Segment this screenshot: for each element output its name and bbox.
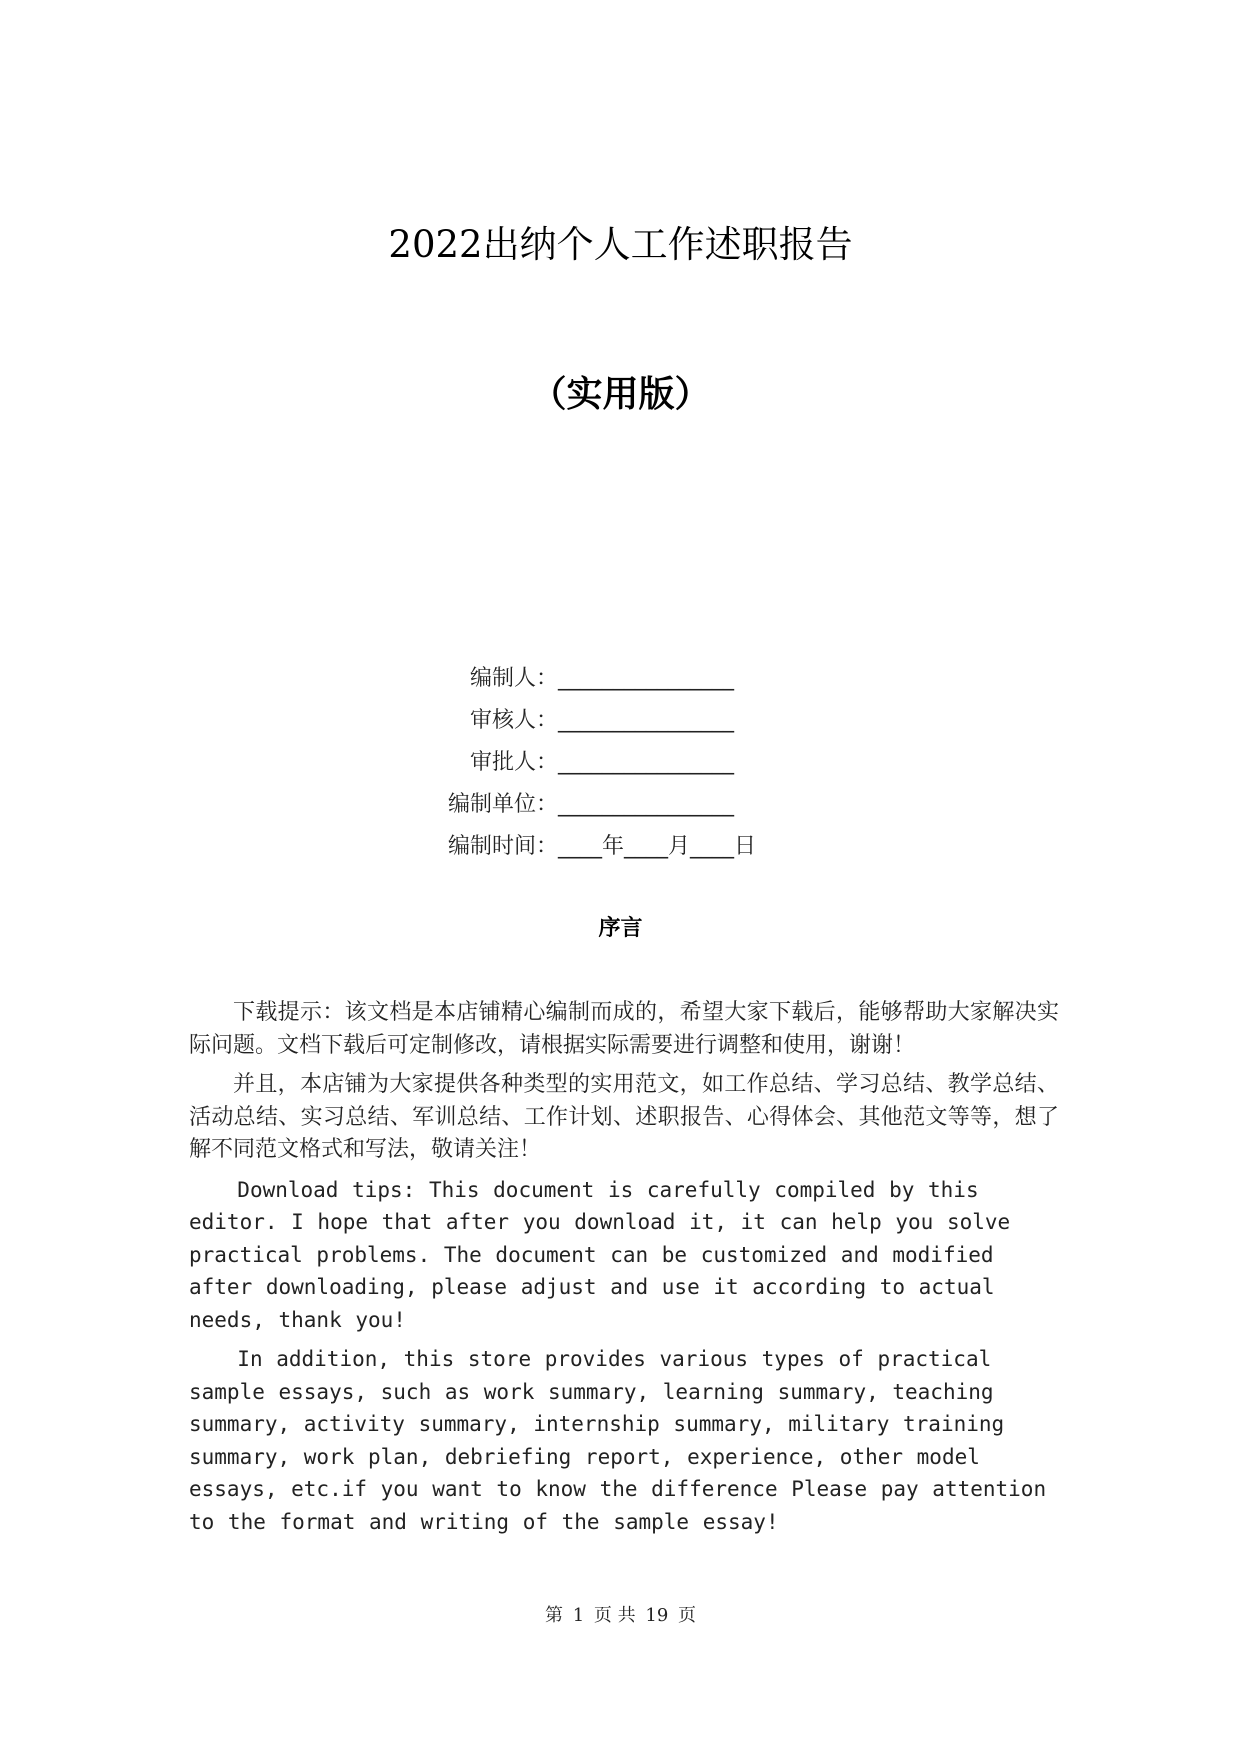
field-reviewer-blank: ________________ [558,708,734,733]
field-compiler-label: 编制人： [469,666,558,691]
footer-page-number: 1 [572,1605,585,1626]
footer-middle: 页 共 [593,1605,636,1626]
document-subtitle: （实用版） [530,373,711,415]
field-unit [436,784,856,826]
paragraph-en-download-tips: Download tips: This document is carefully compiled by this editor. I hope that after you download it, it can help you solve practical problems. The document can be customized and modified after downloading, please adjust and use it according to actual needs, thank you! [189,1177,1011,1332]
preface-heading: 序言 [598,916,643,941]
field-date [436,826,856,868]
field-unit-blank: ________________ [558,792,734,817]
paragraph-cn-addition: 并且，本店铺为大家提供各种类型的实用范文，如工作总结、学习总结、教学总结、活动总结、实习总结、军训总结、工作计划、述职报告、心得体会、其他范文等等，想了解不同范文格式和写法，敬请关注！ [189,1072,1059,1162]
field-reviewer-label: 审核人： [469,708,558,733]
page-footer [0,1604,1241,1628]
field-date-label: 编制时间： [447,834,558,859]
footer-prefix: 第 [544,1605,563,1626]
field-reviewer [436,700,856,742]
field-approver [436,742,856,784]
field-date-blank: ____年____月____日 [558,834,757,859]
signature-fields [436,658,856,868]
paragraph-cn-download-tips: 下载提示：该文档是本店铺精心编制而成的，希望大家下载后，能够帮助大家解决实际问题。文档下载后可定制修改，请根据实际需要进行调整和使用，谢谢！ [189,1000,1059,1058]
paragraph-en-addition: In addition, this store provides various types of practical sample essays, such as work summary, learning summary, teaching summary, activity summary, internship summary, military training summary, work plan, debriefing report, experience, other model essays, etc.if you want to know the difference Please pay attention to the format and writing of the sample essay! [189,1347,1047,1534]
footer-suffix: 页 [678,1605,697,1626]
footer-total-pages: 19 [645,1605,669,1626]
document-title: 2022出纳个人工作述职报告 [388,223,853,266]
field-compiler-blank: ________________ [558,666,734,691]
field-approver-label: 审批人： [469,750,558,775]
field-approver-blank: ________________ [558,750,734,775]
preface-body [189,997,1059,1545]
field-unit-label: 编制单位： [447,792,558,817]
field-compiler [436,658,856,700]
